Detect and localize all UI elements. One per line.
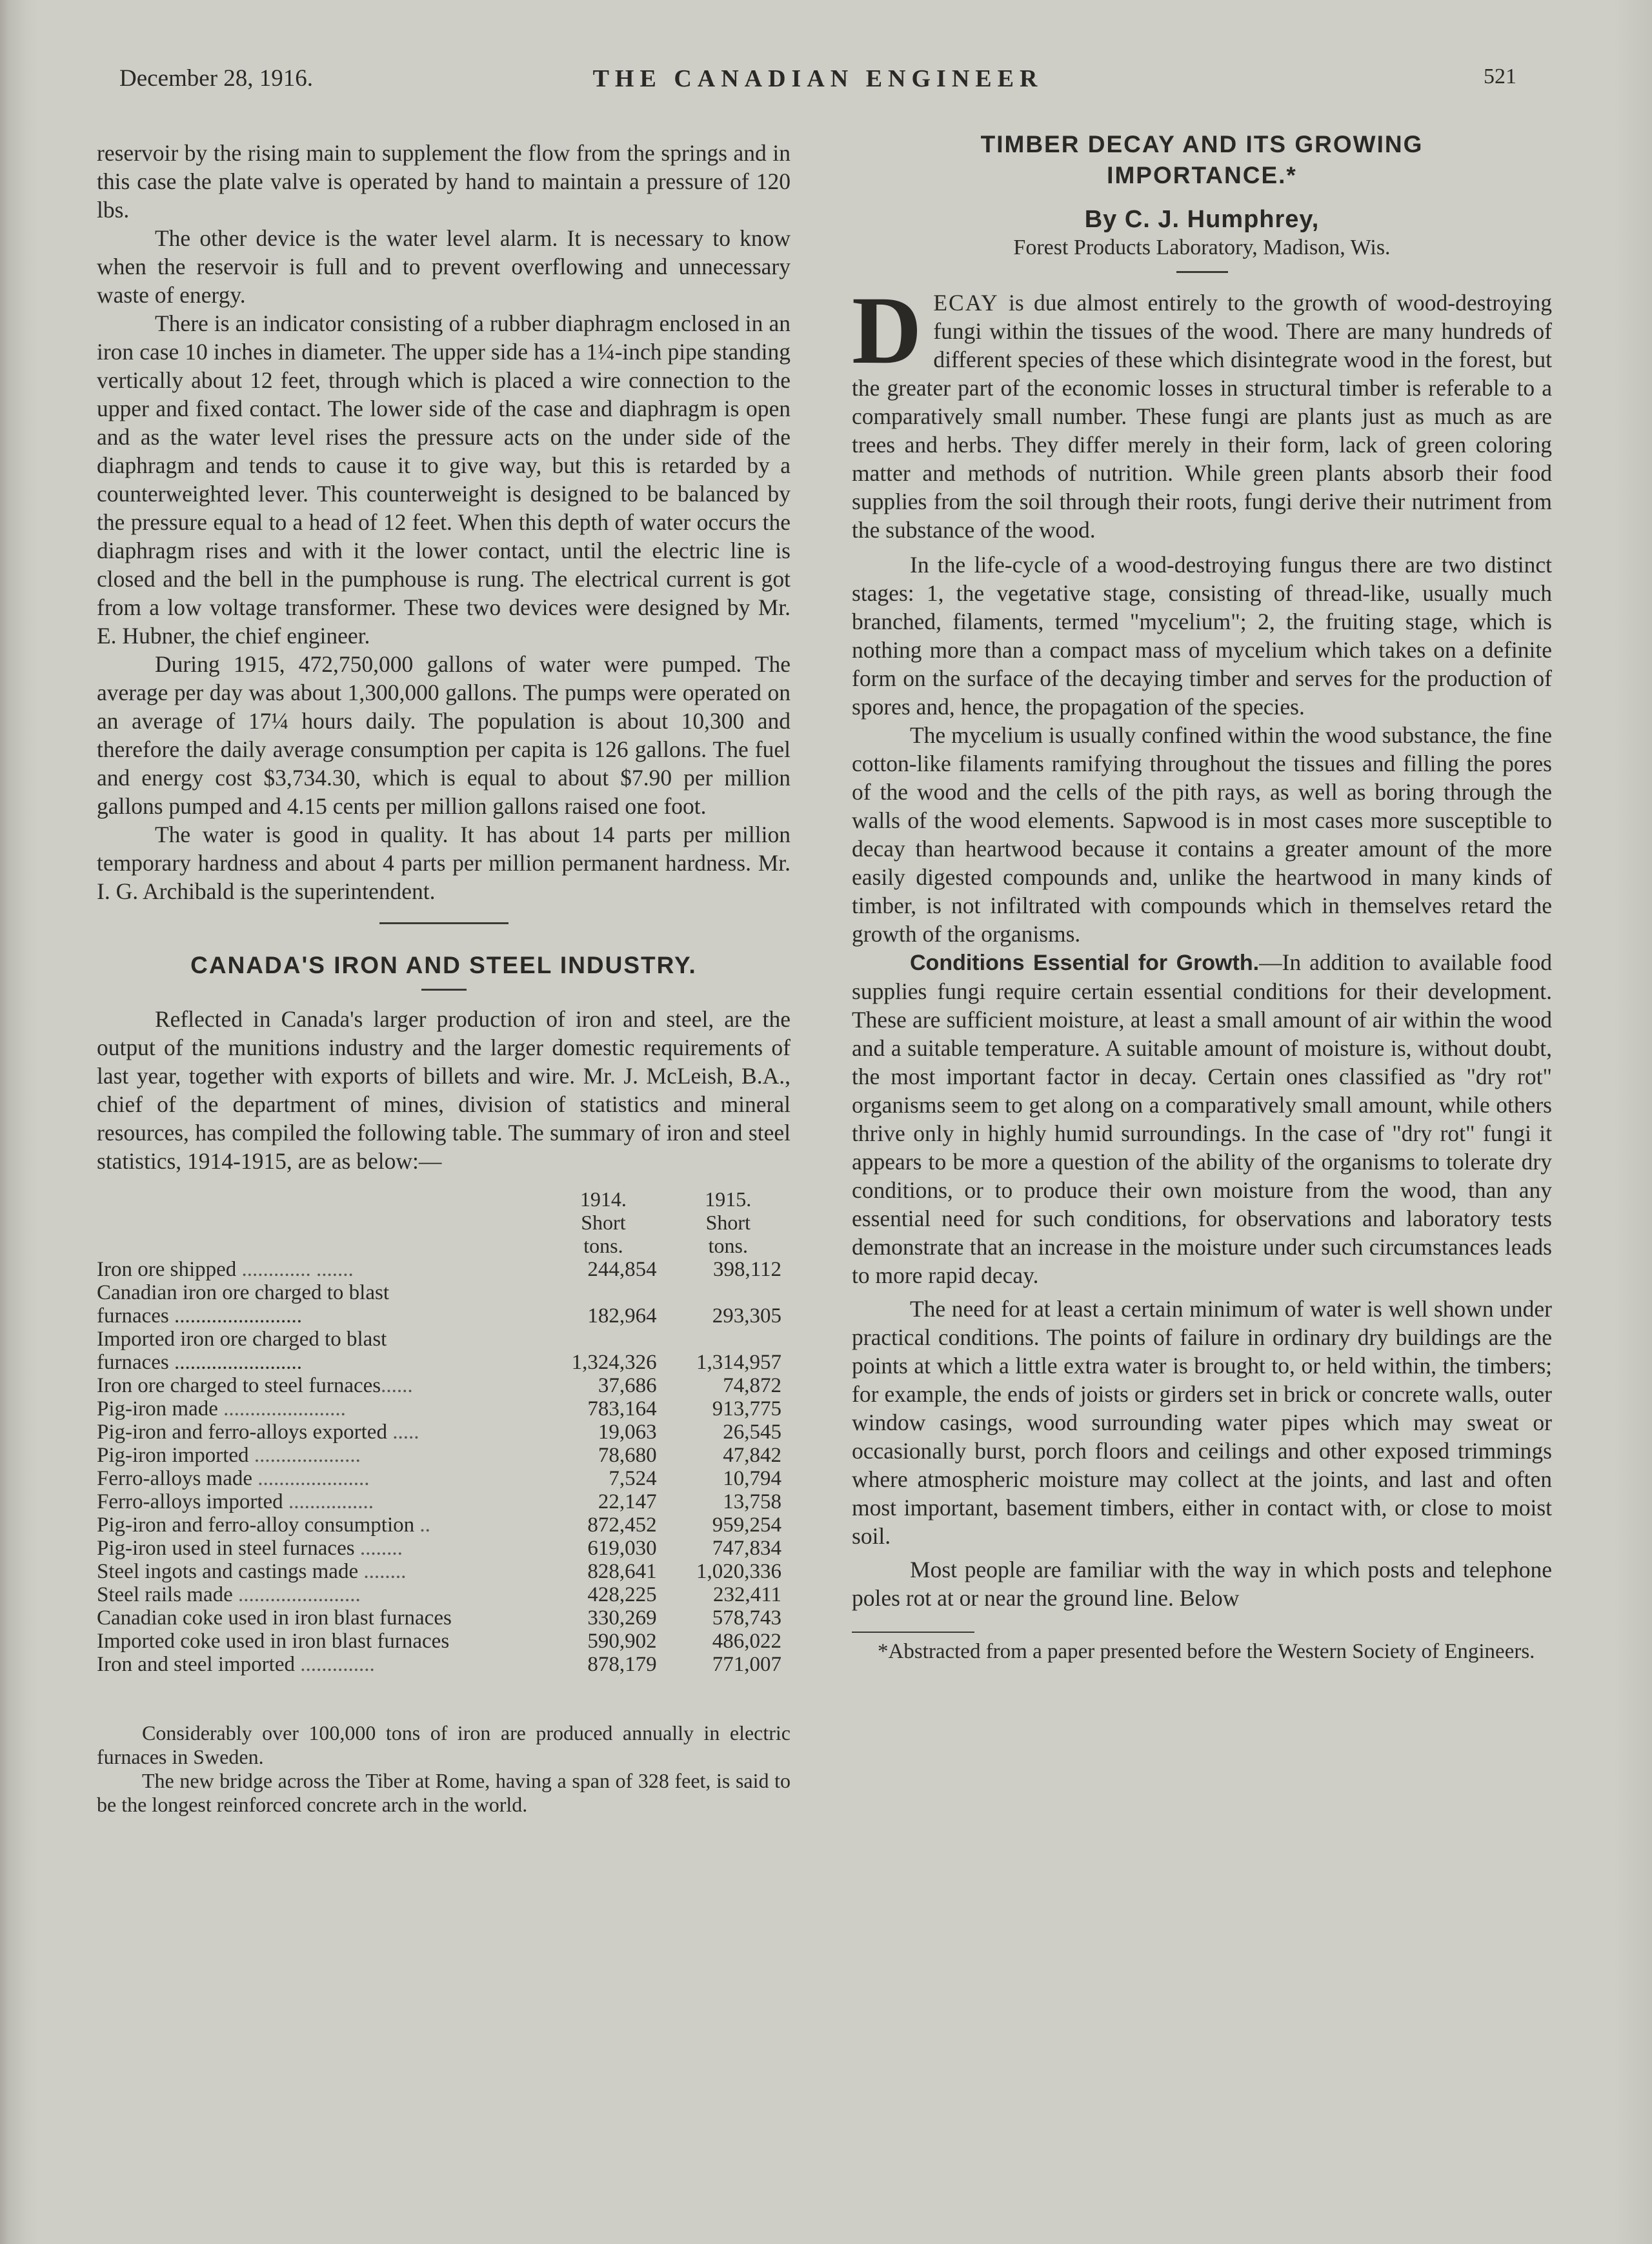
row-label: Iron ore shipped ............. ....... xyxy=(97,1258,354,1281)
note-paragraph: The new bridge across the Tiber at Rome, having a span of 328 feet, is said to be the longest reinforced concrete arch in the world. xyxy=(97,1769,791,1816)
body-paragraph: In the life-cycle of a wood-destroying fungus there are two distinct stages: 1, the vegetative stage, consisting of thread-like, usually much branched, filaments, termed "mycelium"; 2, the fruiting stage, which is nothing more than a compact mass of mycelium which takes on a definite form on the surface of the decaying timber and serves for the production of spores and, hence, the propagation of the species. xyxy=(852,552,1552,720)
notes xyxy=(97,1721,791,1817)
value-1915: 74,872 xyxy=(723,1374,781,1397)
page-header xyxy=(119,65,1516,103)
table-row xyxy=(97,1490,791,1513)
value-1914: 22,147 xyxy=(598,1490,657,1513)
value-1915: 398,112 xyxy=(712,1258,781,1281)
value-1915: 293,305 xyxy=(712,1304,781,1328)
row-label: Pig-iron and ferro-alloy consumption .. xyxy=(97,1513,430,1537)
footnote-rule xyxy=(852,1632,974,1633)
dot-leader: .. xyxy=(414,1513,430,1537)
value-1914: 330,269 xyxy=(587,1606,657,1630)
dot-leader: ............. ....... xyxy=(236,1258,354,1281)
value-1914: 828,641 xyxy=(587,1560,657,1583)
value-1915: 13,758 xyxy=(723,1490,781,1513)
body-paragraph: There is an indicator consisting of a rubber diaphragm enclosed in an iron case 10 inches in diameter. The upper side has a 1¼-inch pipe standing vertically about 12 feet, through which is placed a wire connection to the upper and fixed contact. The lower side of the case and diaphragm is open and as the water level rises the pressure acts on the under side of the diaphragm and tends to cause it to give way, but this is retarded by a counterweighted lever. This counterweight is designed to be balanced by the pressure equal to a head of 12 feet. When this depth of water occurs the diaphragm rises and with it the lower contact, until the electric line is closed and the bell in the pumphouse is rung. The electrical current is got from a low voltage transformer. These two devices were designed by Mr. E. Hubner, the chief engineer. xyxy=(97,310,791,649)
dot-leader: ........ xyxy=(358,1560,407,1583)
value-1915: 10,794 xyxy=(723,1467,781,1490)
table-row xyxy=(97,1467,791,1490)
drop-cap: D xyxy=(852,277,922,384)
author-affiliation: Forest Products Laboratory, Madison, Wis. xyxy=(1013,236,1391,259)
table-row xyxy=(97,1281,791,1304)
table-row xyxy=(97,1304,791,1328)
value-1915: 578,743 xyxy=(712,1606,781,1630)
section-divider xyxy=(379,922,509,924)
note-paragraph: Considerably over 100,000 tons of iron are produced annually in electric furnaces in Sweden. xyxy=(97,1721,791,1768)
table-row xyxy=(97,1397,791,1420)
row-label: Imported coke used in iron blast furnaces xyxy=(97,1630,450,1653)
row-label: Steel ingots and castings made ........ xyxy=(97,1560,407,1583)
value-1914: 428,225 xyxy=(587,1583,657,1606)
body-paragraph: reservoir by the rising main to supplement the flow from the springs and in this case the plate valve is operated by hand to maintain a pressure of 120 lbs. xyxy=(97,140,791,223)
body-paragraph: Most people are familiar with the way in which posts and telephone poles rot at or near the ground line. Below xyxy=(852,1557,1552,1611)
value-1914: 590,902 xyxy=(587,1630,657,1653)
issue-date: December 28, 1916. xyxy=(119,65,314,92)
table-row xyxy=(97,1653,791,1676)
author-byline: By C. J. Humphrey, xyxy=(1084,206,1320,233)
table-row xyxy=(97,1444,791,1467)
table-row xyxy=(97,1513,791,1537)
left-column xyxy=(97,139,791,1817)
row-label: Iron ore charged to steel furnaces...... xyxy=(97,1374,413,1397)
value-1915: 486,022 xyxy=(712,1630,781,1653)
title-underline xyxy=(1176,271,1228,273)
table-header-row xyxy=(97,1187,791,1258)
row-label: Imported iron ore charged to blast xyxy=(97,1328,387,1351)
value-1914: 878,179 xyxy=(587,1653,657,1676)
value-1915: 959,254 xyxy=(712,1513,781,1537)
lead-paragraph xyxy=(852,277,1552,544)
table-row xyxy=(97,1374,791,1397)
body-paragraph: The other device is the water level alarm. It is necessary to know when the reservoir is full and to prevent overflowing and unnecessary waste of energy. xyxy=(97,225,791,308)
row-label: Ferro-alloys made ..................... xyxy=(97,1467,370,1490)
table-row xyxy=(97,1537,791,1560)
table-row xyxy=(97,1560,791,1583)
section-intro: Reflected in Canada's larger production of iron and steel, are the output of the munitions industry and the larger domestic requirements of last year, together with exports of billets and wire. Mr. J. McLeish, B.A., chief of the department of mines, division of statistics and mineral resources, has compiled the following table. The summary of iron and steel statistics, 1914-1915, are as below:— xyxy=(97,1006,791,1174)
row-label: Pig-iron used in steel furnaces ........ xyxy=(97,1537,403,1560)
value-1914: 619,030 xyxy=(587,1537,657,1560)
value-1914: 244,854 xyxy=(587,1258,657,1281)
value-1915: 26,545 xyxy=(723,1420,781,1444)
value-1915: 47,842 xyxy=(723,1444,781,1467)
lead-paragraph-text: is due almost entirely to the growth of wood-destroying fungi within the tissues of the wood. There are many hundreds of different species of these which disintegrate wood in the forest, but the greater part of the economic losses in structural timber is referable to a comparatively small number. These fungi are plants just as much as are trees and herbs. They differ merely in their form, lack of green coloring matter and methods of nutrition. While green plants absorb their food supplies from the soil through their roots, fungi derive their nutriment from the substance of the wood. xyxy=(852,290,1552,543)
table-row xyxy=(97,1630,791,1653)
conditions-paragraph xyxy=(852,948,1552,1289)
row-label: Pig-iron made ....................... xyxy=(97,1397,346,1420)
value-1915: 232,411 xyxy=(712,1583,781,1606)
table-row xyxy=(97,1583,791,1606)
body-paragraph: During 1915, 472,750,000 gallons of water were pumped. The average per day was about 1,300,000 gallons. The pumps were operated on an average of 17¼ hours daily. The population is about 10,300 and therefore the daily average consumption per capita is 126 gallons. The fuel and energy cost $3,734.30, which is equal to about $7.90 per million gallons pumped and 4.15 cents per million gallons raised one foot. xyxy=(97,651,791,819)
dot-leader: ..... xyxy=(387,1420,419,1444)
body-paragraph: The mycelium is usually confined within the wood substance, the fine cotton-like filaments ramifying throughout the tissues and filling the pores of the wood and the cells of the pith rays, as well as boring through the walls of the wood elements. Sapwood is in most cases more susceptible to decay than heartwood because it contains a greater amount of the more easily digested compounds and, unlike the heartwood in many kinds of timber, is not infiltrated with compounds which in themselves retard the growth of the organisms. xyxy=(852,722,1552,947)
value-1915: 1,020,336 xyxy=(696,1560,781,1583)
conditions-text: —In addition to available food supplies fungi require certain essential conditions for their development. These are sufficient moisture, at least a small amount of air within the wood and a suitable temperature. A suitable amount of moisture is, without doubt, the most important factor in decay. Certain ones classified as "dry rot" organisms seem to get along on a comparatively small amount, while others thrive only in highly humid surroundings. In the case of "dry rot" fungi it appears to be more a question of the ability of the organisms to tolerate dry conditions, or to produce their own moisture from the wood, than any essential need for such conditions, for observations and laboratory tests demonstrate that an increase in the moisture under such circumstances leads to more rapid decay. xyxy=(852,949,1553,1288)
dot-leader: .............. xyxy=(295,1653,375,1676)
value-1914: 78,680 xyxy=(598,1444,657,1467)
value-1914: 19,063 xyxy=(598,1420,657,1444)
body-paragraph: The water is good in quality. It has about 14 parts per million temporary hardness and about 4 parts per million permanent hardness. Mr. I. G. Archibald is the superintendent. xyxy=(97,822,791,904)
column-header-1915: 1915. Short tons. xyxy=(705,1188,752,1257)
dot-leader: ........ xyxy=(354,1537,403,1560)
dot-leader: ................ xyxy=(283,1490,374,1513)
dot-leader: ....................... xyxy=(217,1397,346,1420)
value-1915: 771,007 xyxy=(712,1653,781,1676)
value-1915: 1,314,957 xyxy=(696,1351,781,1374)
value-1915: 747,834 xyxy=(712,1537,781,1560)
table-row xyxy=(97,1606,791,1630)
row-label: Canadian iron ore charged to blast xyxy=(97,1281,389,1304)
section-title: CANADA'S IRON AND STEEL INDUSTRY. xyxy=(190,952,697,978)
subheading-conditions: Conditions Essential for Growth. xyxy=(910,951,1260,975)
row-label: Steel rails made ....................... xyxy=(97,1583,361,1606)
table-row xyxy=(97,1420,791,1444)
table-row xyxy=(97,1258,791,1281)
article-title: TIMBER DECAY AND ITS GROWING IMPORTANCE.* xyxy=(980,131,1424,188)
body-paragraph: The need for at least a certain minimum of water is well shown under practical conditions. The points of failure in ordinary dry buildings are the points at which a little extra water is brought to, or held within, the timbers; for example, the ends of joists or girders set in brick or concrete walls, outer window casings, wood surrounding water pipes which may sweat or occasionally burst, porch floors and ceilings and other exposed trimmings where atmospheric moisture may collect at the joints, and last and often most important, basement timbers, either in contact with, or close to moist soil. xyxy=(852,1296,1552,1549)
row-label: Canadian coke used in iron blast furnaces xyxy=(97,1606,452,1630)
column-header-1914: 1914. Short tons. xyxy=(579,1188,627,1257)
value-1915: 913,775 xyxy=(712,1397,781,1420)
title-underline xyxy=(421,989,467,991)
right-column xyxy=(852,129,1552,1664)
value-1914: 7,524 xyxy=(609,1467,657,1490)
dot-leader: ..................... xyxy=(252,1467,370,1490)
row-label: Ferro-alloys imported ................ xyxy=(97,1490,374,1513)
dot-leader: ....................... xyxy=(232,1583,361,1606)
journal-title: THE CANADIAN ENGINEER xyxy=(592,65,1043,92)
footnote: *Abstracted from a paper presented before the Western Society of Engineers. xyxy=(878,1640,1535,1663)
page-number: 521 xyxy=(1484,65,1516,88)
lead-word: ECAY xyxy=(933,290,999,316)
row-label: Iron and steel imported .............. xyxy=(97,1653,375,1676)
dot-leader: .................... xyxy=(248,1444,361,1467)
dot-leader: ...... xyxy=(381,1374,413,1397)
row-label-continuation: furnaces ........................ xyxy=(97,1304,303,1328)
row-label: Pig-iron and ferro-alloys exported ..... xyxy=(97,1420,419,1444)
iron-steel-statistics-table xyxy=(97,1187,791,1676)
row-label-continuation: furnaces ........................ xyxy=(97,1351,303,1374)
value-1914: 37,686 xyxy=(598,1374,657,1397)
value-1914: 1,324,326 xyxy=(571,1351,657,1374)
value-1914: 783,164 xyxy=(587,1397,657,1420)
value-1914: 182,964 xyxy=(587,1304,657,1328)
table-row xyxy=(97,1328,791,1351)
value-1914: 872,452 xyxy=(587,1513,657,1537)
row-label: Pig-iron imported .................... xyxy=(97,1444,361,1467)
table-row xyxy=(97,1351,791,1374)
